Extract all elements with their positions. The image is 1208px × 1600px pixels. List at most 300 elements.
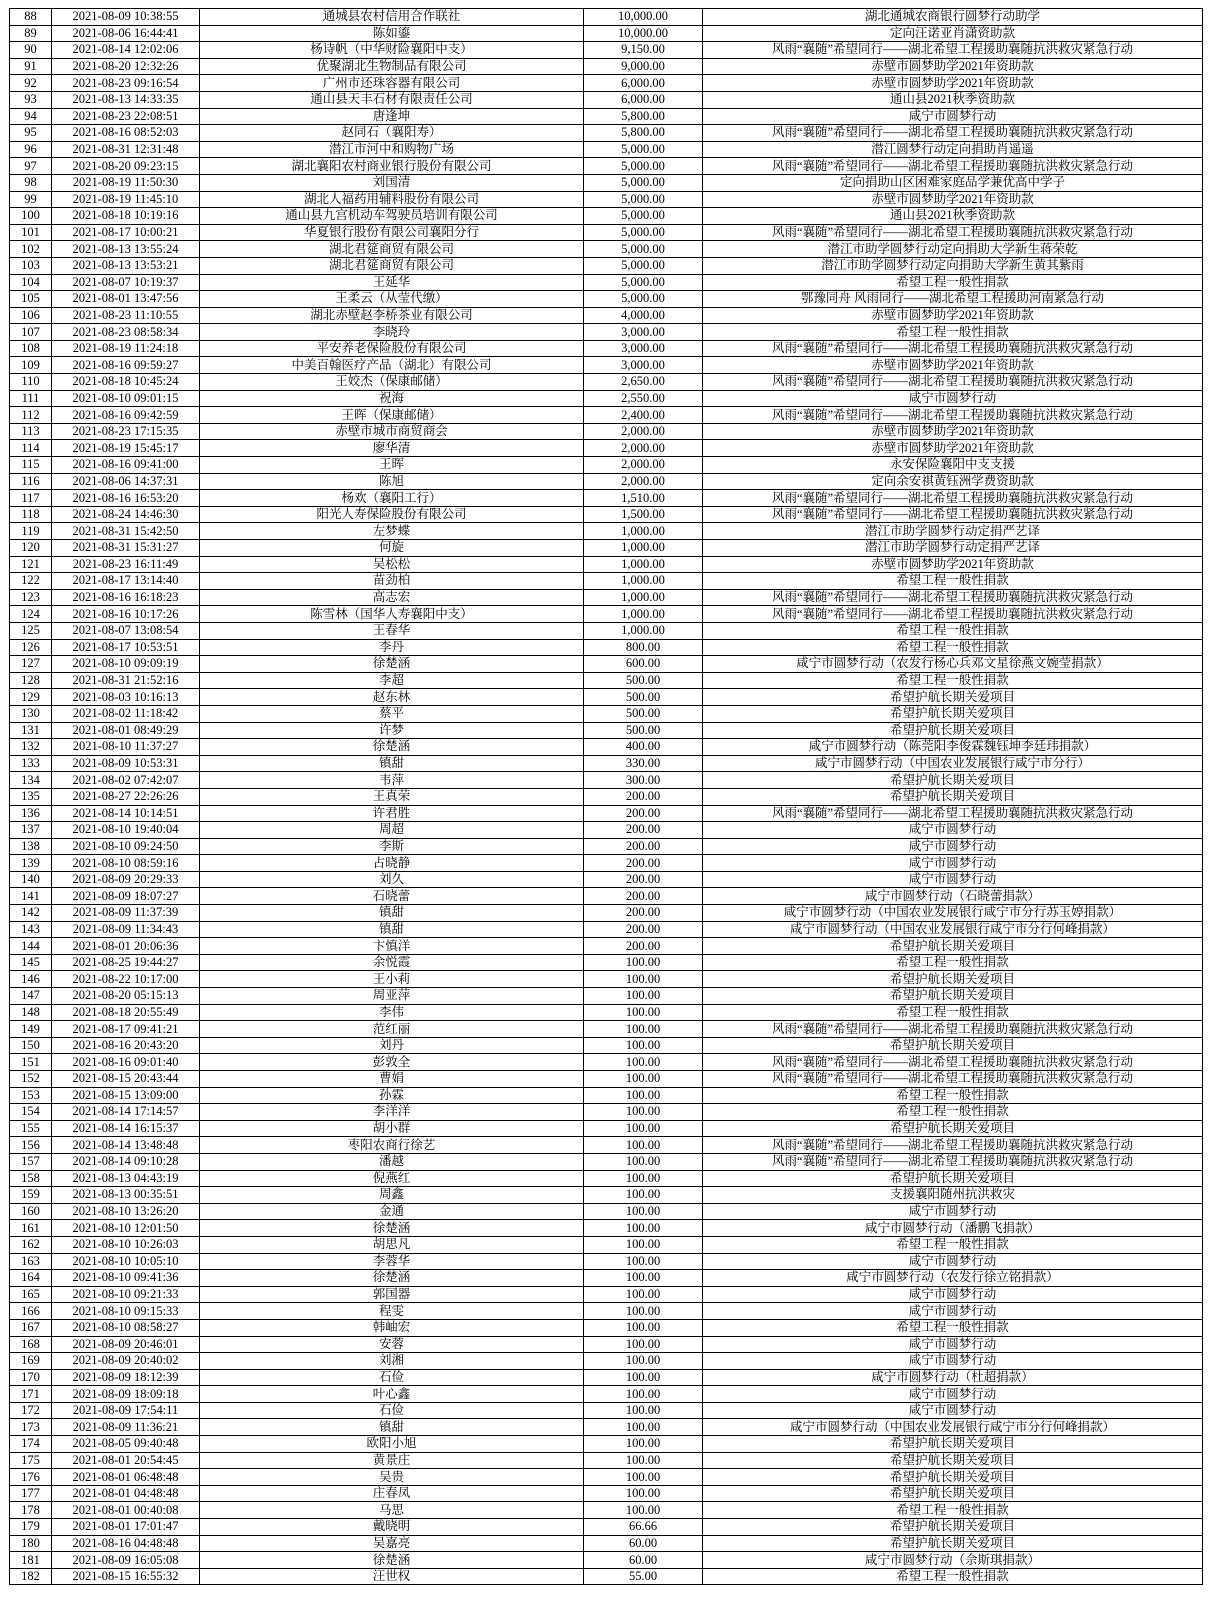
row-number-cell: 108 — [10, 340, 52, 357]
table-row — [10, 241, 1203, 258]
table-row — [10, 1303, 1203, 1320]
row-number-cell: 134 — [10, 772, 52, 789]
donation-time-cell: 2021-08-09 18:09:18 — [52, 1386, 200, 1403]
donation-amount-cell: 100.00 — [584, 1386, 703, 1403]
donation-time-cell: 2021-08-10 09:15:33 — [52, 1303, 200, 1320]
table-row — [10, 307, 1203, 324]
donation-time-cell: 2021-08-02 11:18:42 — [52, 705, 200, 722]
table-row — [10, 540, 1203, 557]
donor-name-cell: 欧阳小旭 — [200, 1436, 584, 1453]
donation-time-cell: 2021-08-31 15:42:50 — [52, 523, 200, 540]
table-row — [10, 606, 1203, 623]
donation-time-cell: 2021-08-09 18:07:27 — [52, 888, 200, 905]
donation-time-cell: 2021-08-10 10:05:10 — [52, 1253, 200, 1270]
donor-name-cell: 王柔云（从莹代缴） — [200, 291, 584, 308]
donation-table-body — [10, 9, 1203, 1585]
donation-purpose-cell: 咸宁市圆梦行动（陈莞阳李俊霖魏钰坤李廷玮捐款） — [703, 739, 1203, 756]
donor-name-cell: 镇甜 — [200, 755, 584, 772]
donation-purpose-cell: 风雨“襄随”希望同行——湖北希望工程援助襄随抗洪救灾紧急行动 — [703, 1137, 1203, 1154]
row-number-cell: 100 — [10, 208, 52, 225]
donor-name-cell: 程雯 — [200, 1303, 584, 1320]
table-row — [10, 1336, 1203, 1353]
donation-time-cell: 2021-08-09 20:29:33 — [52, 871, 200, 888]
donation-amount-cell: 200.00 — [584, 822, 703, 839]
donation-purpose-cell: 潜江圆梦行动定向捐助肖遥遥 — [703, 141, 1203, 158]
table-row — [10, 374, 1203, 391]
donation-amount-cell: 500.00 — [584, 705, 703, 722]
donation-amount-cell: 100.00 — [584, 1353, 703, 1370]
table-row — [10, 1535, 1203, 1552]
donation-amount-cell: 100.00 — [584, 1485, 703, 1502]
table-row — [10, 1236, 1203, 1253]
table-row — [10, 357, 1203, 374]
row-number-cell: 140 — [10, 871, 52, 888]
donation-time-cell: 2021-08-13 13:55:24 — [52, 241, 200, 258]
donation-time-cell: 2021-08-16 09:41:00 — [52, 457, 200, 474]
row-number-cell: 124 — [10, 606, 52, 623]
row-number-cell: 166 — [10, 1303, 52, 1320]
donation-time-cell: 2021-08-16 09:42:59 — [52, 407, 200, 424]
donation-amount-cell: 1,000.00 — [584, 589, 703, 606]
donation-time-cell: 2021-08-16 09:01:40 — [52, 1054, 200, 1071]
table-row — [10, 257, 1203, 274]
table-row — [10, 1286, 1203, 1303]
donation-time-cell: 2021-08-31 12:31:48 — [52, 141, 200, 158]
donor-name-cell: 李伟 — [200, 1004, 584, 1021]
table-row — [10, 1203, 1203, 1220]
donor-name-cell: 湖北赤壁赵李桥茶业有限公司 — [200, 307, 584, 324]
donation-time-cell: 2021-08-13 14:33:35 — [52, 91, 200, 108]
donor-name-cell: 赵同石（襄阳寿） — [200, 125, 584, 142]
row-number-cell: 91 — [10, 58, 52, 75]
donation-amount-cell: 1,000.00 — [584, 556, 703, 573]
donor-name-cell: 郭国器 — [200, 1286, 584, 1303]
table-row — [10, 1137, 1203, 1154]
donation-time-cell: 2021-08-05 09:40:48 — [52, 1436, 200, 1453]
donation-amount-cell: 9,150.00 — [584, 42, 703, 59]
donation-amount-cell: 100.00 — [584, 1153, 703, 1170]
donation-time-cell: 2021-08-25 19:44:27 — [52, 954, 200, 971]
donor-name-cell: 刘国清 — [200, 174, 584, 191]
donor-name-cell: 倪燕红 — [200, 1170, 584, 1187]
donor-name-cell: 吴松松 — [200, 556, 584, 573]
table-row — [10, 324, 1203, 341]
donation-purpose-cell: 希望工程一般性捐款 — [703, 1319, 1203, 1336]
row-number-cell: 167 — [10, 1319, 52, 1336]
donation-purpose-cell: 定向汪诺亚肖潇资助款 — [703, 25, 1203, 42]
donation-purpose-cell: 风雨“襄随”希望同行——湖北希望工程援助襄随抗洪救灾紧急行动 — [703, 1153, 1203, 1170]
row-number-cell: 148 — [10, 1004, 52, 1021]
donation-purpose-cell: 赤壁市圆梦助学2021年资助款 — [703, 440, 1203, 457]
row-number-cell: 88 — [10, 9, 52, 26]
donation-purpose-cell: 风雨“襄随”希望同行——湖北希望工程援助襄随抗洪救灾紧急行动 — [703, 407, 1203, 424]
row-number-cell: 162 — [10, 1236, 52, 1253]
table-row — [10, 855, 1203, 872]
donation-purpose-cell: 咸宁市圆梦行动（中国农业发展银行咸宁市分行何峰捐款） — [703, 1419, 1203, 1436]
row-number-cell: 176 — [10, 1469, 52, 1486]
donation-purpose-cell: 潜江市助学圆梦行动定捐严艺译 — [703, 540, 1203, 557]
donation-amount-cell: 200.00 — [584, 905, 703, 922]
donation-time-cell: 2021-08-16 10:17:26 — [52, 606, 200, 623]
donor-name-cell: 华夏银行股份有限公司襄阳分行 — [200, 224, 584, 241]
donation-purpose-cell: 风雨“襄随”希望同行——湖北希望工程援助襄随抗洪救灾紧急行动 — [703, 125, 1203, 142]
donation-amount-cell: 1,510.00 — [584, 490, 703, 507]
row-number-cell: 158 — [10, 1170, 52, 1187]
donation-purpose-cell: 希望工程一般性捐款 — [703, 1004, 1203, 1021]
table-row — [10, 1402, 1203, 1419]
donor-name-cell: 枣阳农商行徐艺 — [200, 1137, 584, 1154]
donation-purpose-cell: 支援襄阳随州抗洪救灾 — [703, 1187, 1203, 1204]
donation-purpose-cell: 咸宁市圆梦行动（中国农业发展银行咸宁市分行） — [703, 755, 1203, 772]
donor-name-cell: 杨诗帆（中华财险襄阳中支） — [200, 42, 584, 59]
donor-name-cell: 唐逢坤 — [200, 108, 584, 125]
row-number-cell: 113 — [10, 423, 52, 440]
table-row — [10, 1071, 1203, 1088]
donation-time-cell: 2021-08-02 07:42:07 — [52, 772, 200, 789]
donation-time-cell: 2021-08-07 10:19:37 — [52, 274, 200, 291]
donation-time-cell: 2021-08-19 15:45:17 — [52, 440, 200, 457]
table-row — [10, 772, 1203, 789]
row-number-cell: 105 — [10, 291, 52, 308]
donation-amount-cell: 200.00 — [584, 805, 703, 822]
donor-name-cell: 镇甜 — [200, 1419, 584, 1436]
table-row — [10, 739, 1203, 756]
donor-name-cell: 李超 — [200, 672, 584, 689]
donation-amount-cell: 100.00 — [584, 1120, 703, 1137]
donation-amount-cell: 10,000.00 — [584, 25, 703, 42]
table-row — [10, 556, 1203, 573]
row-number-cell: 132 — [10, 739, 52, 756]
donation-amount-cell: 1,000.00 — [584, 606, 703, 623]
donation-time-cell: 2021-08-09 10:53:31 — [52, 755, 200, 772]
donation-purpose-cell: 希望工程一般性捐款 — [703, 1104, 1203, 1121]
donation-purpose-cell: 希望护航长期关爱项目 — [703, 971, 1203, 988]
donation-purpose-cell: 咸宁市圆梦行动（潘鹏飞捐款） — [703, 1220, 1203, 1237]
donor-name-cell: 卞慎洋 — [200, 938, 584, 955]
donor-name-cell: 韩岫宏 — [200, 1319, 584, 1336]
table-row — [10, 988, 1203, 1005]
donor-name-cell: 王春华 — [200, 622, 584, 639]
donor-name-cell: 祝海 — [200, 390, 584, 407]
donation-amount-cell: 100.00 — [584, 1137, 703, 1154]
row-number-cell: 144 — [10, 938, 52, 955]
table-row — [10, 440, 1203, 457]
table-row — [10, 125, 1203, 142]
donation-amount-cell: 200.00 — [584, 938, 703, 955]
donor-name-cell: 湖北君筵商贸有限公司 — [200, 241, 584, 258]
donation-purpose-cell: 赤壁市圆梦助学2021年资助款 — [703, 423, 1203, 440]
donation-amount-cell: 100.00 — [584, 1436, 703, 1453]
donation-time-cell: 2021-08-10 08:59:16 — [52, 855, 200, 872]
donation-amount-cell: 100.00 — [584, 1037, 703, 1054]
row-number-cell: 180 — [10, 1535, 52, 1552]
donation-time-cell: 2021-08-19 11:24:18 — [52, 340, 200, 357]
table-row — [10, 473, 1203, 490]
donation-amount-cell: 200.00 — [584, 888, 703, 905]
donation-time-cell: 2021-08-10 09:21:33 — [52, 1286, 200, 1303]
donation-amount-cell: 100.00 — [584, 1502, 703, 1519]
table-row — [10, 506, 1203, 523]
row-number-cell: 106 — [10, 307, 52, 324]
donor-name-cell: 通山县天丰石材有限责任公司 — [200, 91, 584, 108]
row-number-cell: 107 — [10, 324, 52, 341]
table-row — [10, 1104, 1203, 1121]
row-number-cell: 128 — [10, 672, 52, 689]
table-row — [10, 1087, 1203, 1104]
donor-name-cell: 赵东林 — [200, 689, 584, 706]
table-row — [10, 58, 1203, 75]
row-number-cell: 112 — [10, 407, 52, 424]
donor-name-cell: 韦萍 — [200, 772, 584, 789]
row-number-cell: 122 — [10, 573, 52, 590]
row-number-cell: 95 — [10, 125, 52, 142]
donor-name-cell: 刘久 — [200, 871, 584, 888]
donor-name-cell: 陈如鎏 — [200, 25, 584, 42]
donor-name-cell: 汪世权 — [200, 1568, 584, 1585]
donor-name-cell: 石俭 — [200, 1402, 584, 1419]
donor-name-cell: 范红丽 — [200, 1021, 584, 1038]
donation-amount-cell: 6,000.00 — [584, 75, 703, 92]
donation-purpose-cell: 咸宁市圆梦行动（农发行徐立铭捐款） — [703, 1270, 1203, 1287]
table-row — [10, 622, 1203, 639]
donation-amount-cell: 4,000.00 — [584, 307, 703, 324]
row-number-cell: 168 — [10, 1336, 52, 1353]
donor-name-cell: 许梦 — [200, 722, 584, 739]
donor-name-cell: 王延华 — [200, 274, 584, 291]
donor-name-cell: 周鑫 — [200, 1187, 584, 1204]
row-number-cell: 181 — [10, 1552, 52, 1569]
donor-name-cell: 徐楚涵 — [200, 656, 584, 673]
donation-purpose-cell: 咸宁市圆梦行动（佘斯琪捐款） — [703, 1552, 1203, 1569]
row-number-cell: 98 — [10, 174, 52, 191]
donation-time-cell: 2021-08-22 10:17:00 — [52, 971, 200, 988]
table-row — [10, 390, 1203, 407]
donor-name-cell: 何旋 — [200, 540, 584, 557]
donation-amount-cell: 100.00 — [584, 1253, 703, 1270]
donation-time-cell: 2021-08-09 18:12:39 — [52, 1369, 200, 1386]
donation-time-cell: 2021-08-17 09:41:21 — [52, 1021, 200, 1038]
donation-time-cell: 2021-08-10 12:01:50 — [52, 1220, 200, 1237]
table-row — [10, 589, 1203, 606]
donation-amount-cell: 100.00 — [584, 1087, 703, 1104]
donation-time-cell: 2021-08-14 17:14:57 — [52, 1104, 200, 1121]
donation-time-cell: 2021-08-20 12:32:26 — [52, 58, 200, 75]
row-number-cell: 139 — [10, 855, 52, 872]
donor-name-cell: 中美百翰医疗产品（湖北）有限公司 — [200, 357, 584, 374]
row-number-cell: 145 — [10, 954, 52, 971]
donor-name-cell: 高志宏 — [200, 589, 584, 606]
table-row — [10, 1469, 1203, 1486]
donor-name-cell: 占晓静 — [200, 855, 584, 872]
table-row — [10, 1436, 1203, 1453]
donation-purpose-cell: 风雨“襄随”希望同行——湖北希望工程援助襄随抗洪救灾紧急行动 — [703, 224, 1203, 241]
row-number-cell: 120 — [10, 540, 52, 557]
table-row — [10, 871, 1203, 888]
donor-name-cell: 周亚萍 — [200, 988, 584, 1005]
row-number-cell: 161 — [10, 1220, 52, 1237]
table-row — [10, 1353, 1203, 1370]
donation-purpose-cell: 风雨“襄随”希望同行——湖北希望工程援助襄随抗洪救灾紧急行动 — [703, 606, 1203, 623]
donation-time-cell: 2021-08-09 11:37:39 — [52, 905, 200, 922]
donation-purpose-cell: 风雨“襄随”希望同行——湖北希望工程援助襄随抗洪救灾紧急行动 — [703, 805, 1203, 822]
donation-time-cell: 2021-08-01 20:06:36 — [52, 938, 200, 955]
donor-name-cell: 石俭 — [200, 1369, 584, 1386]
donation-amount-cell: 100.00 — [584, 1203, 703, 1220]
table-row — [10, 656, 1203, 673]
donation-time-cell: 2021-08-10 08:58:27 — [52, 1319, 200, 1336]
donation-time-cell: 2021-08-09 11:34:43 — [52, 921, 200, 938]
donation-time-cell: 2021-08-15 16:55:32 — [52, 1568, 200, 1585]
donation-amount-cell: 500.00 — [584, 722, 703, 739]
donation-amount-cell: 200.00 — [584, 871, 703, 888]
table-row — [10, 954, 1203, 971]
donation-purpose-cell: 希望护航长期关爱项目 — [703, 988, 1203, 1005]
donation-time-cell: 2021-08-20 09:23:15 — [52, 158, 200, 175]
donation-amount-cell: 100.00 — [584, 1104, 703, 1121]
donor-name-cell: 刘丹 — [200, 1037, 584, 1054]
donation-purpose-cell: 风雨“襄随”希望同行——湖北希望工程援助襄随抗洪救灾紧急行动 — [703, 340, 1203, 357]
donation-purpose-cell: 咸宁市圆梦行动 — [703, 1303, 1203, 1320]
donation-time-cell: 2021-08-15 13:09:00 — [52, 1087, 200, 1104]
donor-name-cell: 王小莉 — [200, 971, 584, 988]
donation-purpose-cell: 咸宁市圆梦行动 — [703, 1286, 1203, 1303]
row-number-cell: 109 — [10, 357, 52, 374]
donation-time-cell: 2021-08-14 09:10:28 — [52, 1153, 200, 1170]
donation-time-cell: 2021-08-17 10:53:51 — [52, 639, 200, 656]
donation-time-cell: 2021-08-23 08:58:34 — [52, 324, 200, 341]
donation-purpose-cell: 风雨“襄随”希望同行——湖北希望工程援助襄随抗洪救灾紧急行动 — [703, 1071, 1203, 1088]
donation-purpose-cell: 咸宁市圆梦行动 — [703, 108, 1203, 125]
row-number-cell: 153 — [10, 1087, 52, 1104]
table-row — [10, 158, 1203, 175]
donation-purpose-cell: 希望工程一般性捐款 — [703, 1568, 1203, 1585]
donation-time-cell: 2021-08-01 08:49:29 — [52, 722, 200, 739]
row-number-cell: 131 — [10, 722, 52, 739]
donation-time-cell: 2021-08-16 20:43:20 — [52, 1037, 200, 1054]
donor-name-cell: 王晖 — [200, 457, 584, 474]
donation-amount-cell: 100.00 — [584, 1369, 703, 1386]
donation-time-cell: 2021-08-14 13:48:48 — [52, 1137, 200, 1154]
donation-amount-cell: 100.00 — [584, 954, 703, 971]
donor-name-cell: 胡小群 — [200, 1120, 584, 1137]
donation-amount-cell: 2,000.00 — [584, 423, 703, 440]
donation-purpose-cell: 潜江市助学圆梦行动定向捐助大学新生蒋荣乾 — [703, 241, 1203, 258]
table-row — [10, 705, 1203, 722]
donation-purpose-cell: 希望护航长期关爱项目 — [703, 1469, 1203, 1486]
row-number-cell: 182 — [10, 1568, 52, 1585]
donation-time-cell: 2021-08-09 10:38:55 — [52, 9, 200, 26]
donor-name-cell: 余悦霞 — [200, 954, 584, 971]
table-row — [10, 938, 1203, 955]
donation-purpose-cell: 希望护航长期关爱项目 — [703, 788, 1203, 805]
donation-purpose-cell: 希望工程一般性捐款 — [703, 1236, 1203, 1253]
donor-name-cell: 庄春凤 — [200, 1485, 584, 1502]
row-number-cell: 174 — [10, 1436, 52, 1453]
donation-time-cell: 2021-08-23 17:15:35 — [52, 423, 200, 440]
donor-name-cell: 刘湘 — [200, 1353, 584, 1370]
donation-purpose-cell: 希望护航长期关爱项目 — [703, 772, 1203, 789]
donation-purpose-cell: 希望护航长期关爱项目 — [703, 1436, 1203, 1453]
donation-purpose-cell: 咸宁市圆梦行动（农发行杨心兵邓文星徐燕文婉莹捐款） — [703, 656, 1203, 673]
table-row — [10, 1054, 1203, 1071]
donor-name-cell: 阳光人寿保险股份有限公司 — [200, 506, 584, 523]
table-row — [10, 1519, 1203, 1536]
row-number-cell: 135 — [10, 788, 52, 805]
donation-time-cell: 2021-08-06 14:37:31 — [52, 473, 200, 490]
donation-amount-cell: 5,000.00 — [584, 191, 703, 208]
donation-amount-cell: 500.00 — [584, 672, 703, 689]
row-number-cell: 111 — [10, 390, 52, 407]
row-number-cell: 155 — [10, 1120, 52, 1137]
donation-purpose-cell: 咸宁市圆梦行动 — [703, 1386, 1203, 1403]
donor-name-cell: 王晖（保康邮储） — [200, 407, 584, 424]
donation-amount-cell: 200.00 — [584, 788, 703, 805]
donation-purpose-cell: 咸宁市圆梦行动 — [703, 838, 1203, 855]
donation-time-cell: 2021-08-07 13:08:54 — [52, 622, 200, 639]
donation-amount-cell: 100.00 — [584, 1071, 703, 1088]
donation-time-cell: 2021-08-24 14:46:30 — [52, 506, 200, 523]
donation-amount-cell: 200.00 — [584, 838, 703, 855]
table-row — [10, 174, 1203, 191]
row-number-cell: 173 — [10, 1419, 52, 1436]
donation-purpose-cell: 希望工程一般性捐款 — [703, 324, 1203, 341]
table-row — [10, 523, 1203, 540]
donation-amount-cell: 500.00 — [584, 689, 703, 706]
row-number-cell: 137 — [10, 822, 52, 839]
donor-name-cell: 黄景庄 — [200, 1452, 584, 1469]
donation-amount-cell: 60.00 — [584, 1535, 703, 1552]
donation-purpose-cell: 风雨“襄随”希望同行——湖北希望工程援助襄随抗洪救灾紧急行动 — [703, 589, 1203, 606]
donation-time-cell: 2021-08-13 00:35:51 — [52, 1187, 200, 1204]
table-row — [10, 1552, 1203, 1569]
donation-purpose-cell: 赤壁市圆梦助学2021年资助款 — [703, 556, 1203, 573]
donation-amount-cell: 66.66 — [584, 1519, 703, 1536]
donor-name-cell: 李丹 — [200, 639, 584, 656]
row-number-cell: 147 — [10, 988, 52, 1005]
donation-purpose-cell: 希望工程一般性捐款 — [703, 573, 1203, 590]
donation-time-cell: 2021-08-09 17:54:11 — [52, 1402, 200, 1419]
donor-name-cell: 胡思凡 — [200, 1236, 584, 1253]
table-row — [10, 1037, 1203, 1054]
table-row — [10, 1319, 1203, 1336]
table-row — [10, 1386, 1203, 1403]
donor-name-cell: 杨欢（襄阳工行） — [200, 490, 584, 507]
row-number-cell: 154 — [10, 1104, 52, 1121]
table-row — [10, 888, 1203, 905]
row-number-cell: 115 — [10, 457, 52, 474]
donor-name-cell: 吴嘉亮 — [200, 1535, 584, 1552]
donor-name-cell: 金通 — [200, 1203, 584, 1220]
donation-time-cell: 2021-08-10 13:26:20 — [52, 1203, 200, 1220]
donation-time-cell: 2021-08-31 15:31:27 — [52, 540, 200, 557]
donation-amount-cell: 400.00 — [584, 739, 703, 756]
row-number-cell: 152 — [10, 1071, 52, 1088]
donation-purpose-cell: 定向余安祺黄钰洲学费资助款 — [703, 473, 1203, 490]
donor-name-cell: 石晓蕾 — [200, 888, 584, 905]
row-number-cell: 130 — [10, 705, 52, 722]
donation-time-cell: 2021-08-01 13:47:56 — [52, 291, 200, 308]
donor-name-cell: 潘越 — [200, 1153, 584, 1170]
donation-time-cell: 2021-08-20 05:15:13 — [52, 988, 200, 1005]
row-number-cell: 177 — [10, 1485, 52, 1502]
donation-table — [9, 8, 1203, 1585]
donation-time-cell: 2021-08-09 20:46:01 — [52, 1336, 200, 1353]
donation-time-cell: 2021-08-01 20:54:45 — [52, 1452, 200, 1469]
table-row — [10, 788, 1203, 805]
row-number-cell: 159 — [10, 1187, 52, 1204]
donation-purpose-cell: 咸宁市圆梦行动（中国农业发展银行咸宁市分行苏玉婷捐款） — [703, 905, 1203, 922]
donation-amount-cell: 100.00 — [584, 1286, 703, 1303]
